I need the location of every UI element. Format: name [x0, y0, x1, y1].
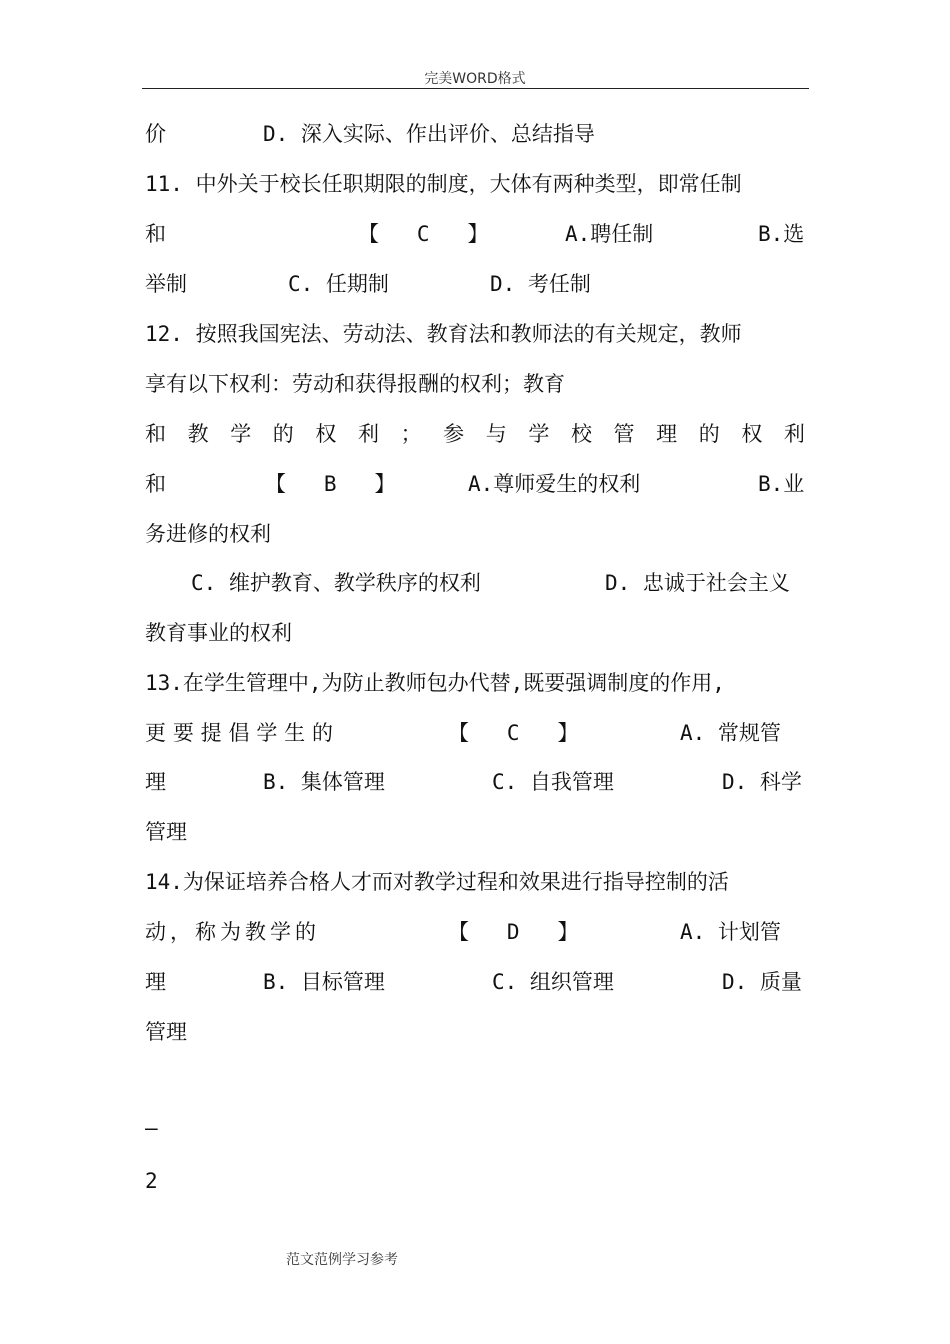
q12-line3-char: 利: [783, 422, 805, 446]
q13-option-c: C. 自我管理: [492, 770, 614, 794]
q12-line3-char: 权: [315, 422, 337, 446]
q10-option-d: D. 深入实际、作出评价、总结指导: [263, 122, 595, 146]
q13-option-d-start: D. 科学: [722, 770, 802, 794]
q13-line2-char: 要: [172, 721, 194, 745]
q11-option-b-start: B.选: [758, 222, 805, 246]
q12-line3-char: ；: [400, 422, 422, 446]
q14-line3-start: 理: [145, 970, 166, 994]
q13-line4: 管理: [145, 820, 187, 844]
q13-answer: 【 C 】: [448, 721, 579, 745]
q14-option-b: B. 目标管理: [263, 970, 385, 994]
q12-line3-char: 权: [741, 422, 763, 446]
q12-option-c: C. 维护教育、教学秩序的权利: [191, 571, 481, 595]
header-rule: [142, 88, 809, 89]
q13-line2-char: 生: [284, 721, 306, 745]
q12-option-b-start: B.业: [758, 472, 805, 496]
q12-line4: [145, 469, 805, 499]
q14-line3: [145, 967, 805, 997]
q14-option-a-start: A. 计划管: [680, 920, 781, 944]
q14-line2-start: 动，称为教学的: [145, 920, 320, 944]
q13-line2-char: 倡: [228, 721, 250, 745]
q14-line4: 管理: [145, 1020, 187, 1044]
q12-line3-char: 教: [187, 422, 209, 446]
q14-option-d-start: D. 质量: [722, 970, 802, 994]
q13-line2-char: 提: [200, 721, 222, 745]
q12-line3: [145, 419, 805, 449]
q14-answer: 【 D 】: [448, 920, 579, 944]
q12-option-d-start: D. 忠诚于社会主义: [605, 571, 790, 595]
page-dash: –: [145, 1116, 158, 1140]
q12-line7: 教育事业的权利: [145, 621, 292, 645]
q12-line5: 务进修的权利: [145, 522, 271, 546]
q12-line3-char: 的: [698, 422, 720, 446]
q12-line3-char: 校: [570, 422, 592, 446]
q13-line2-char: 的: [311, 721, 333, 745]
q12-line3-char: 学: [528, 422, 550, 446]
q13-line2-char: 更: [145, 721, 166, 745]
q14-line2: [145, 917, 805, 947]
page-footer: 范文范例学习参考: [286, 1252, 398, 1268]
q12-line3-char: 利: [357, 422, 379, 446]
q11-option-d: D. 考任制: [490, 272, 591, 296]
q11-line1: 11. 中外关于校长任职期限的制度，大体有两种类型，即常任制: [145, 172, 742, 196]
q12-line3-char: 理: [656, 422, 678, 446]
q11-line3: [145, 269, 805, 299]
q12-answer: 【 B 】: [265, 472, 396, 496]
q12-line3-char: 参: [443, 422, 465, 446]
q11-line3-start: 举制: [145, 272, 187, 296]
q13-option-a-start: A. 常规管: [680, 721, 781, 745]
q11-option-c: C. 任期制: [288, 272, 389, 296]
q12-option-a: A.尊师爱生的权利: [468, 472, 641, 496]
q14-option-c: C. 组织管理: [492, 970, 614, 994]
q11-option-a: A.聘任制: [565, 222, 654, 246]
q12-line3-char: 的: [272, 422, 294, 446]
q11-line2-start: 和: [145, 222, 166, 246]
q11-line2: [145, 219, 805, 249]
q13-line2-char: 学: [256, 721, 278, 745]
q10-tail-line: [145, 119, 805, 149]
q12-line3-char: 与: [485, 422, 507, 446]
q13-option-b: B. 集体管理: [263, 770, 385, 794]
q13-line1: 13.在学生管理中,为防止教师包办代替,既要强调制度的作用,: [145, 671, 725, 695]
q13-line2-lead: [145, 718, 333, 748]
q13-line3-start: 理: [145, 770, 166, 794]
q11-answer: 【 C 】: [358, 222, 489, 246]
q12-line4-start: 和: [145, 472, 166, 496]
q12-line3-char: 和: [145, 422, 166, 446]
q12-line1: 12. 按照我国宪法、劳动法、教育法和教师法的有关规定，教师: [145, 322, 742, 346]
page-header: 完美WORD格式: [424, 71, 526, 87]
page-number: 2: [145, 1169, 158, 1193]
q12-line3-char: 管: [613, 422, 635, 446]
q12-line2: 享有以下权利：劳动和获得报酬的权利；教育: [145, 372, 565, 396]
q13-line3: [145, 767, 805, 797]
q12-line3-char: 学: [230, 422, 252, 446]
q14-line1: 14.为保证培养合格人才而对教学过程和效果进行指导控制的活: [145, 870, 729, 894]
q12-line6: [145, 568, 805, 598]
q13-line2: [145, 718, 805, 748]
q10-tail-text: 价: [145, 122, 166, 146]
